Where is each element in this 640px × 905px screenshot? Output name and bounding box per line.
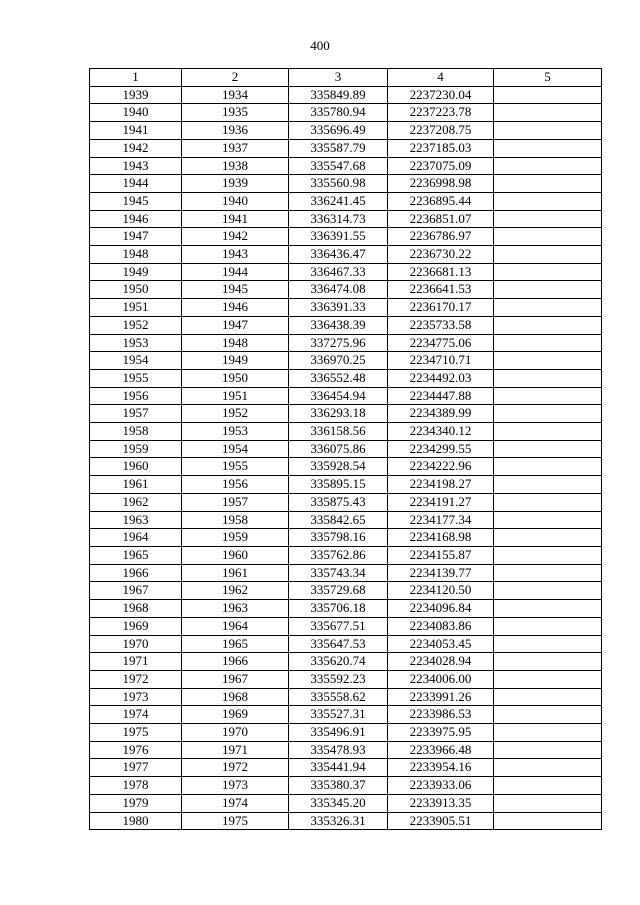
table-cell-col-4: 2237230.04 (388, 86, 494, 104)
table-cell-col-4: 2233954.16 (388, 759, 494, 777)
table-cell-col-4: 2237223.78 (388, 104, 494, 122)
table-cell-col-5 (494, 316, 602, 334)
table-row (90, 458, 602, 476)
page-number: 400 (310, 38, 330, 53)
table-cell-col-2: 1960 (182, 546, 289, 564)
table-cell-col-3: 335743.34 (289, 564, 388, 582)
table-row (90, 670, 602, 688)
table-cell-col-2: 1952 (182, 405, 289, 423)
table-cell-col-2: 1937 (182, 139, 289, 157)
table-row (90, 724, 602, 742)
table-cell-col-3: 335560.98 (289, 175, 388, 193)
table-cell-col-4: 2236895.44 (388, 192, 494, 210)
table-cell-col-4: 2234222.96 (388, 458, 494, 476)
table-cell-col-5 (494, 511, 602, 529)
table-cell-col-5 (494, 564, 602, 582)
table-cell-col-1: 1959 (90, 440, 182, 458)
table-cell-col-4: 2234340.12 (388, 423, 494, 441)
table-header-row (90, 69, 602, 87)
table-cell-col-4: 2234447.88 (388, 387, 494, 405)
table-cell-col-5 (494, 440, 602, 458)
column-header-3: 3 (289, 69, 388, 87)
table-cell-col-1: 1976 (90, 741, 182, 759)
table-row (90, 104, 602, 122)
table-cell-col-5 (494, 387, 602, 405)
table-cell-col-1: 1980 (90, 812, 182, 830)
table-cell-col-4: 2234299.55 (388, 440, 494, 458)
table-row (90, 511, 602, 529)
table-cell-col-2: 1935 (182, 104, 289, 122)
table-cell-col-2: 1975 (182, 812, 289, 830)
table-cell-col-4: 2236730.22 (388, 246, 494, 264)
table-cell-col-3: 335849.89 (289, 86, 388, 104)
table-cell-col-4: 2234120.50 (388, 582, 494, 600)
table-cell-col-4: 2237075.09 (388, 157, 494, 175)
table-cell-col-1: 1956 (90, 387, 182, 405)
table-cell-col-2: 1947 (182, 316, 289, 334)
table-cell-col-1: 1967 (90, 582, 182, 600)
table-cell-col-3: 335798.16 (289, 529, 388, 547)
table-cell-col-5 (494, 352, 602, 370)
table-cell-col-1: 1978 (90, 777, 182, 795)
table-cell-col-3: 336970.25 (289, 352, 388, 370)
table-cell-col-4: 2234096.84 (388, 600, 494, 618)
table-cell-col-1: 1961 (90, 476, 182, 494)
table-cell-col-5 (494, 423, 602, 441)
table-cell-col-1: 1945 (90, 192, 182, 210)
table-cell-col-2: 1956 (182, 476, 289, 494)
table-cell-col-4: 2233933.06 (388, 777, 494, 795)
table-cell-col-1: 1969 (90, 617, 182, 635)
table-cell-col-4: 2233966.48 (388, 741, 494, 759)
table-cell-col-3: 335496.91 (289, 724, 388, 742)
table-cell-col-3: 335895.15 (289, 476, 388, 494)
table-cell-col-1: 1979 (90, 794, 182, 812)
table-cell-col-5 (494, 670, 602, 688)
table-cell-col-4: 2233991.26 (388, 688, 494, 706)
column-header-1: 1 (90, 69, 182, 87)
table-cell-col-1: 1970 (90, 635, 182, 653)
table-row (90, 617, 602, 635)
table-row (90, 794, 602, 812)
table-cell-col-3: 335345.20 (289, 794, 388, 812)
table-cell-col-4: 2234775.06 (388, 334, 494, 352)
table-row (90, 139, 602, 157)
table-cell-col-4: 2233913.35 (388, 794, 494, 812)
table-cell-col-3: 336158.56 (289, 423, 388, 441)
table-cell-col-5 (494, 493, 602, 511)
table-cell-col-4: 2234006.00 (388, 670, 494, 688)
table-cell-col-3: 336293.18 (289, 405, 388, 423)
table-cell-col-5 (494, 529, 602, 547)
table-cell-col-1: 1947 (90, 228, 182, 246)
table-cell-col-3: 335587.79 (289, 139, 388, 157)
table-row (90, 706, 602, 724)
table-cell-col-3: 335706.18 (289, 600, 388, 618)
table-cell-col-4: 2237185.03 (388, 139, 494, 157)
table-cell-col-1: 1941 (90, 122, 182, 140)
table-cell-col-4: 2233986.53 (388, 706, 494, 724)
table-cell-col-3: 336454.94 (289, 387, 388, 405)
table-row (90, 688, 602, 706)
table-cell-col-5 (494, 246, 602, 264)
table-cell-col-5 (494, 458, 602, 476)
table-cell-col-2: 1961 (182, 564, 289, 582)
table-row (90, 387, 602, 405)
table-cell-col-3: 337275.96 (289, 334, 388, 352)
table-cell-col-5 (494, 617, 602, 635)
table-cell-col-1: 1942 (90, 139, 182, 157)
column-header-4: 4 (388, 69, 494, 87)
table-row (90, 564, 602, 582)
table-row (90, 600, 602, 618)
table-cell-col-2: 1943 (182, 246, 289, 264)
table-row (90, 493, 602, 511)
table-row (90, 635, 602, 653)
table-cell-col-2: 1949 (182, 352, 289, 370)
table-cell-col-4: 2234028.94 (388, 653, 494, 671)
table-cell-col-1: 1948 (90, 246, 182, 264)
table-row (90, 192, 602, 210)
table-cell-col-4: 2234492.03 (388, 369, 494, 387)
table-cell-col-2: 1941 (182, 210, 289, 228)
table-cell-col-1: 1964 (90, 529, 182, 547)
table-cell-col-1: 1949 (90, 263, 182, 281)
table-cell-col-3: 335762.86 (289, 546, 388, 564)
table-cell-col-4: 2237208.75 (388, 122, 494, 140)
table-cell-col-5 (494, 777, 602, 795)
table-cell-col-5 (494, 794, 602, 812)
table-cell-col-3: 335677.51 (289, 617, 388, 635)
table-cell-col-3: 336438.39 (289, 316, 388, 334)
table-cell-col-5 (494, 635, 602, 653)
table-cell-col-1: 1944 (90, 175, 182, 193)
table-cell-col-1: 1950 (90, 281, 182, 299)
table-cell-col-4: 2234389.99 (388, 405, 494, 423)
table-cell-col-2: 1965 (182, 635, 289, 653)
table-cell-col-1: 1955 (90, 369, 182, 387)
table-cell-col-4: 2234083.86 (388, 617, 494, 635)
table-cell-col-1: 1953 (90, 334, 182, 352)
table-cell-col-5 (494, 299, 602, 317)
table-row (90, 369, 602, 387)
table-cell-col-5 (494, 724, 602, 742)
table-cell-col-2: 1958 (182, 511, 289, 529)
coordinates-table (89, 68, 602, 830)
table-cell-col-4: 2233905.51 (388, 812, 494, 830)
table-cell-col-5 (494, 546, 602, 564)
table-cell-col-3: 335875.43 (289, 493, 388, 511)
table-row (90, 423, 602, 441)
table-cell-col-5 (494, 741, 602, 759)
table-cell-col-4: 2236851.07 (388, 210, 494, 228)
table-cell-col-5 (494, 582, 602, 600)
table-cell-col-4: 2234177.34 (388, 511, 494, 529)
table-cell-col-3: 336241.45 (289, 192, 388, 210)
table-cell-col-1: 1957 (90, 405, 182, 423)
table-row (90, 263, 602, 281)
table-cell-col-5 (494, 334, 602, 352)
table-cell-col-2: 1972 (182, 759, 289, 777)
table-cell-col-3: 335326.31 (289, 812, 388, 830)
table-cell-col-4: 2234710.71 (388, 352, 494, 370)
table-cell-col-3: 335928.54 (289, 458, 388, 476)
table-cell-col-2: 1940 (182, 192, 289, 210)
table-cell-col-1: 1968 (90, 600, 182, 618)
table-cell-col-2: 1938 (182, 157, 289, 175)
table-row (90, 582, 602, 600)
table-cell-col-1: 1946 (90, 210, 182, 228)
table-cell-col-1: 1972 (90, 670, 182, 688)
table-cell-col-3: 335478.93 (289, 741, 388, 759)
table-row (90, 157, 602, 175)
table-row (90, 299, 602, 317)
table-cell-col-3: 335696.49 (289, 122, 388, 140)
table-cell-col-2: 1966 (182, 653, 289, 671)
table-row (90, 759, 602, 777)
table-cell-col-5 (494, 228, 602, 246)
table-cell-col-2: 1948 (182, 334, 289, 352)
table-cell-col-2: 1968 (182, 688, 289, 706)
table-cell-col-2: 1974 (182, 794, 289, 812)
table-cell-col-1: 1962 (90, 493, 182, 511)
table-cell-col-5 (494, 122, 602, 140)
table-cell-col-3: 335592.23 (289, 670, 388, 688)
table-row (90, 175, 602, 193)
table-cell-col-3: 335842.65 (289, 511, 388, 529)
table-cell-col-1: 1951 (90, 299, 182, 317)
table-cell-col-1: 1954 (90, 352, 182, 370)
table-cell-col-1: 1965 (90, 546, 182, 564)
table-row (90, 546, 602, 564)
table-cell-col-2: 1946 (182, 299, 289, 317)
table-cell-col-2: 1963 (182, 600, 289, 618)
table-cell-col-5 (494, 86, 602, 104)
table-cell-col-5 (494, 600, 602, 618)
table-cell-col-2: 1954 (182, 440, 289, 458)
table-cell-col-3: 336467.33 (289, 263, 388, 281)
table-row (90, 281, 602, 299)
table-cell-col-1: 1971 (90, 653, 182, 671)
table-row (90, 86, 602, 104)
table-cell-col-2: 1934 (182, 86, 289, 104)
table-cell-col-2: 1939 (182, 175, 289, 193)
table-row (90, 246, 602, 264)
table-cell-col-3: 336314.73 (289, 210, 388, 228)
table-cell-col-3: 335647.53 (289, 635, 388, 653)
table-cell-col-3: 335441.94 (289, 759, 388, 777)
table-row (90, 440, 602, 458)
table-cell-col-5 (494, 706, 602, 724)
table-cell-col-1: 1975 (90, 724, 182, 742)
table-cell-col-2: 1962 (182, 582, 289, 600)
table-cell-col-5 (494, 759, 602, 777)
table-row (90, 334, 602, 352)
table-cell-col-5 (494, 210, 602, 228)
table-row (90, 210, 602, 228)
table-cell-col-1: 1973 (90, 688, 182, 706)
table-cell-col-2: 1955 (182, 458, 289, 476)
table-cell-col-5 (494, 688, 602, 706)
table-cell-col-1: 1958 (90, 423, 182, 441)
table-cell-col-4: 2234198.27 (388, 476, 494, 494)
table-cell-col-5 (494, 263, 602, 281)
table-cell-col-3: 336436.47 (289, 246, 388, 264)
table-cell-col-2: 1969 (182, 706, 289, 724)
table-cell-col-4: 2234053.45 (388, 635, 494, 653)
table-cell-col-5 (494, 139, 602, 157)
table-cell-col-1: 1943 (90, 157, 182, 175)
table-row (90, 316, 602, 334)
table-cell-col-2: 1945 (182, 281, 289, 299)
table-cell-col-5 (494, 653, 602, 671)
table-row (90, 122, 602, 140)
table-cell-col-4: 2236681.13 (388, 263, 494, 281)
table-cell-col-5 (494, 405, 602, 423)
table-cell-col-5 (494, 104, 602, 122)
table-cell-col-3: 335729.68 (289, 582, 388, 600)
table-cell-col-4: 2236786.97 (388, 228, 494, 246)
table-row (90, 476, 602, 494)
table-cell-col-2: 1971 (182, 741, 289, 759)
table-cell-col-2: 1970 (182, 724, 289, 742)
table-cell-col-3: 336075.86 (289, 440, 388, 458)
table-cell-col-4: 2234155.87 (388, 546, 494, 564)
table-cell-col-5 (494, 812, 602, 830)
table-cell-col-3: 335620.74 (289, 653, 388, 671)
table-cell-col-4: 2236998.98 (388, 175, 494, 193)
table-cell-col-1: 1963 (90, 511, 182, 529)
table-row (90, 812, 602, 830)
table-cell-col-3: 335527.31 (289, 706, 388, 724)
table-row (90, 529, 602, 547)
table-cell-col-1: 1940 (90, 104, 182, 122)
table-cell-col-3: 336474.08 (289, 281, 388, 299)
table-cell-col-1: 1974 (90, 706, 182, 724)
column-header-5: 5 (494, 69, 602, 87)
table-cell-col-2: 1973 (182, 777, 289, 795)
table-cell-col-2: 1942 (182, 228, 289, 246)
table-cell-col-4: 2235733.58 (388, 316, 494, 334)
table-row (90, 741, 602, 759)
table-cell-col-2: 1953 (182, 423, 289, 441)
table-cell-col-4: 2236170.17 (388, 299, 494, 317)
table-cell-col-4: 2234168.98 (388, 529, 494, 547)
table-cell-col-5 (494, 476, 602, 494)
table-row (90, 352, 602, 370)
table-cell-col-3: 336391.33 (289, 299, 388, 317)
table-cell-col-4: 2236641.53 (388, 281, 494, 299)
table-cell-col-5 (494, 369, 602, 387)
table-cell-col-3: 336391.55 (289, 228, 388, 246)
table-row (90, 405, 602, 423)
table-cell-col-2: 1944 (182, 263, 289, 281)
table-cell-col-3: 335558.62 (289, 688, 388, 706)
table-cell-col-5 (494, 281, 602, 299)
table-cell-col-2: 1957 (182, 493, 289, 511)
table-cell-col-1: 1966 (90, 564, 182, 582)
table-row (90, 777, 602, 795)
table-cell-col-3: 335380.37 (289, 777, 388, 795)
table-cell-col-2: 1959 (182, 529, 289, 547)
table-cell-col-2: 1967 (182, 670, 289, 688)
table-cell-col-5 (494, 157, 602, 175)
table-row (90, 653, 602, 671)
table-row (90, 228, 602, 246)
table-cell-col-5 (494, 175, 602, 193)
table-cell-col-4: 2234191.27 (388, 493, 494, 511)
table-cell-col-2: 1951 (182, 387, 289, 405)
table-cell-col-2: 1936 (182, 122, 289, 140)
table-cell-col-3: 335547.68 (289, 157, 388, 175)
table-cell-col-1: 1960 (90, 458, 182, 476)
column-header-2: 2 (182, 69, 289, 87)
table-cell-col-5 (494, 192, 602, 210)
table-cell-col-3: 335780.94 (289, 104, 388, 122)
table-cell-col-4: 2233975.95 (388, 724, 494, 742)
table-cell-col-1: 1939 (90, 86, 182, 104)
table-cell-col-2: 1950 (182, 369, 289, 387)
table-cell-col-2: 1964 (182, 617, 289, 635)
table-cell-col-4: 2234139.77 (388, 564, 494, 582)
table-cell-col-3: 336552.48 (289, 369, 388, 387)
table-body (90, 86, 602, 830)
table-cell-col-1: 1952 (90, 316, 182, 334)
table-cell-col-1: 1977 (90, 759, 182, 777)
